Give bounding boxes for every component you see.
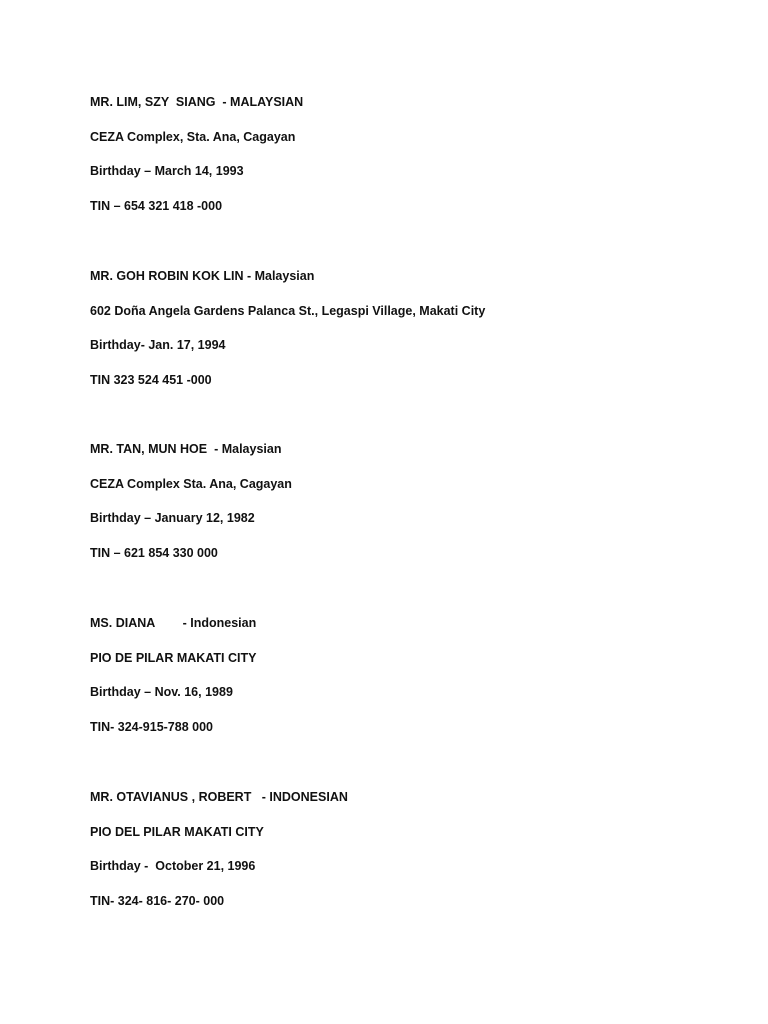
person-birthday: Birthday – January 12, 1982 bbox=[90, 511, 255, 525]
person-address: PIO DE PILAR MAKATI CITY bbox=[90, 650, 257, 665]
person-tin: TIN 323 524 451 -000 bbox=[90, 372, 212, 387]
person-name: MR. LIM, SZY SIANG - MALAYSIAN bbox=[90, 95, 304, 109]
person-name: MR. GOH ROBIN KOK LIN - Malaysian bbox=[90, 269, 315, 283]
person-birthday: Birthday- Jan. 17, 1994 bbox=[90, 338, 226, 352]
person-name: MS. DIANA - Indonesian bbox=[90, 616, 257, 630]
person-address: CEZA Complex Sta. Ana, Cagayan bbox=[90, 476, 292, 491]
person-name: MR. TAN, MUN HOE - Malaysian bbox=[90, 442, 282, 456]
person-birthday: Birthday - October 21, 1996 bbox=[90, 859, 256, 873]
person-address: 602 Doña Angela Gardens Palanca St., Legaspi Village, Makati City bbox=[90, 303, 486, 318]
person-tin: TIN- 324- 816- 270- 000 bbox=[90, 893, 225, 908]
person-address: CEZA Complex, Sta. Ana, Cagayan bbox=[90, 129, 296, 144]
person-tin: TIN- 324-915-788 000 bbox=[90, 719, 213, 734]
person-birthday: Birthday – March 14, 1993 bbox=[90, 164, 244, 178]
person-tin: TIN – 621 854 330 000 bbox=[90, 545, 218, 560]
person-tin: TIN – 654 321 418 -000 bbox=[90, 198, 223, 213]
person-address: PIO DEL PILAR MAKATI CITY bbox=[90, 824, 264, 839]
person-name: MR. OTAVIANUS , ROBERT - INDONESIAN bbox=[90, 790, 348, 804]
person-birthday: Birthday – Nov. 16, 1989 bbox=[90, 685, 233, 699]
